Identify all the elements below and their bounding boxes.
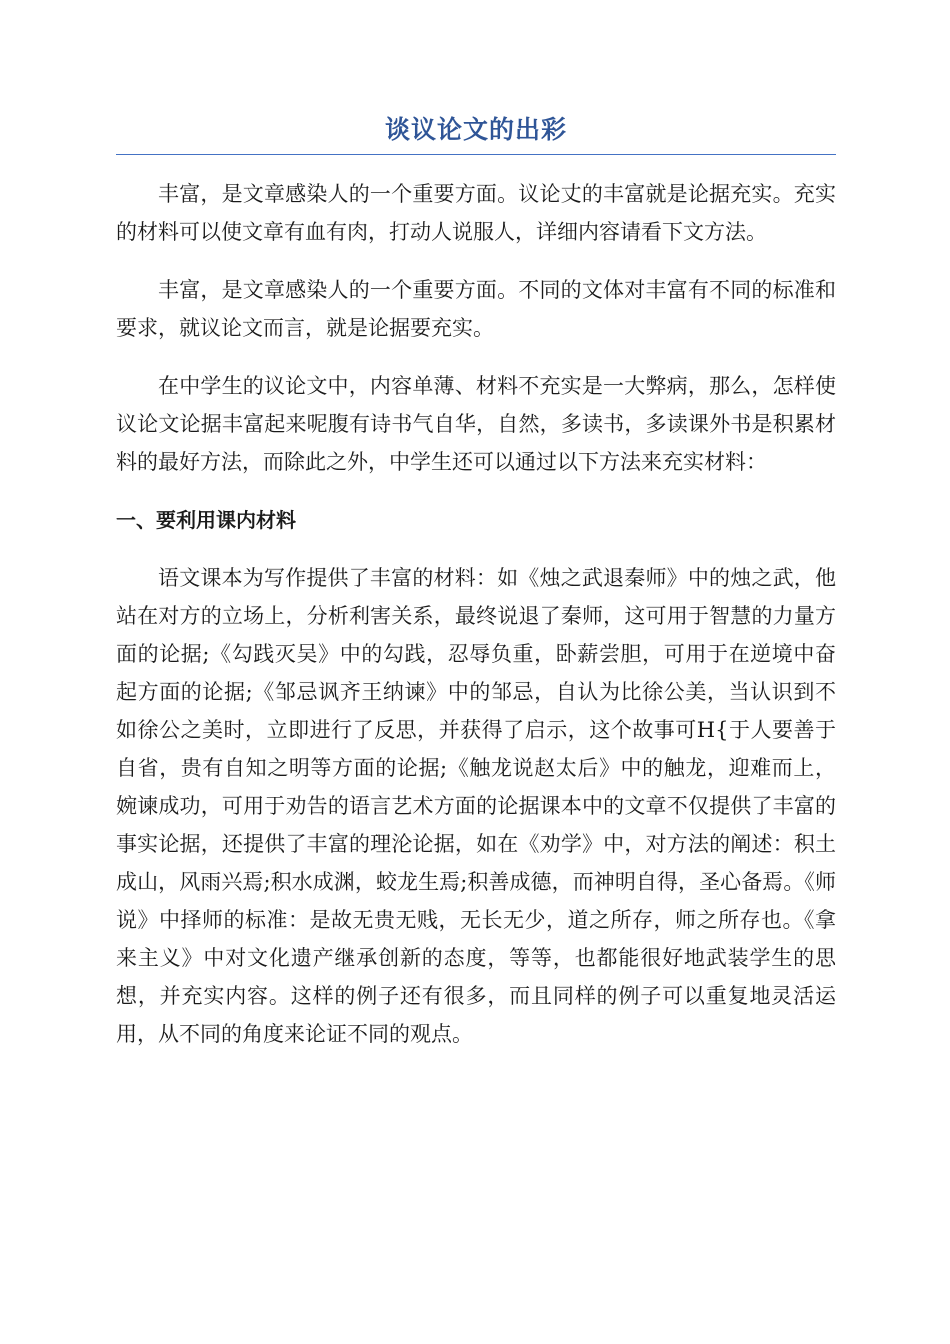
intro-paragraph-3: 在中学生的议论文中，内容单薄、材料不充实是一大弊病，那么，怎样使议论文论据丰富起来呢腹有诗书气自华，自然，多读书，多读课外书是积累材料的最好方法，而除此之外，中学生还可以通过以下方法来充实材料： [116,374,836,474]
document-title: 谈议论文的出彩 [116,108,836,155]
document-page [116,108,836,1053]
section-heading: 一、要利用课内材料 [116,508,296,532]
intro-paragraph-1: 丰富，是文章感染人的一个重要方面。议论丈的丰富就是论据充实。充实的材料可以使文章有血有肉，打动人说服人，详细内容请看下文方法。 [116,182,836,244]
intro-paragraph-2: 丰富，是文章感染人的一个重要方面。不同的文体对丰富有不同的标准和要求，就议论文而言，就是论据要充实。 [116,278,836,340]
section-paragraph: 语文课本为写作提供了丰富的材料：如《烛之武退秦师》中的烛之武，他站在对方的立场上，分析利害关系，最终说退了秦师，这可用于智慧的力量方面的论据;《勾践灭吴》中的勾践，忍辱负重，卧薪尝胆，可用于在逆境中奋起方面的论据;《邹忌讽齐王纳谏》中的邹忌，自认为比徐公美，当认识到不如徐公之美时，立即进行了反思，并获得了启示，这个故事可H{于人要善于自省，贵有自知之明等方面的论据;《触龙说赵太后》中的触龙，迎难而上，婉谏成功，可用于劝告的语言艺术方面的论据课本中的文章不仅提供了丰富的事实论据，还提供了丰富的理沦论据，如在《劝学》中，对方法的阐述：积土成山，风雨兴焉;积水成渊，蛟龙生焉;积善成德，而神明自得，圣心备焉。《师说》中择师的标准：是故无贵无贱，无长无少，道之所存，师之所存也。《拿来主义》中对文化遗产继承创新的态度，等等，也都能很好地武装学生的思想，并充实内容。这样的例子还有很多，而且同样的例子可以重复地灵活运用，从不同的角度来论证不同的观点。 [116,566,836,1046]
